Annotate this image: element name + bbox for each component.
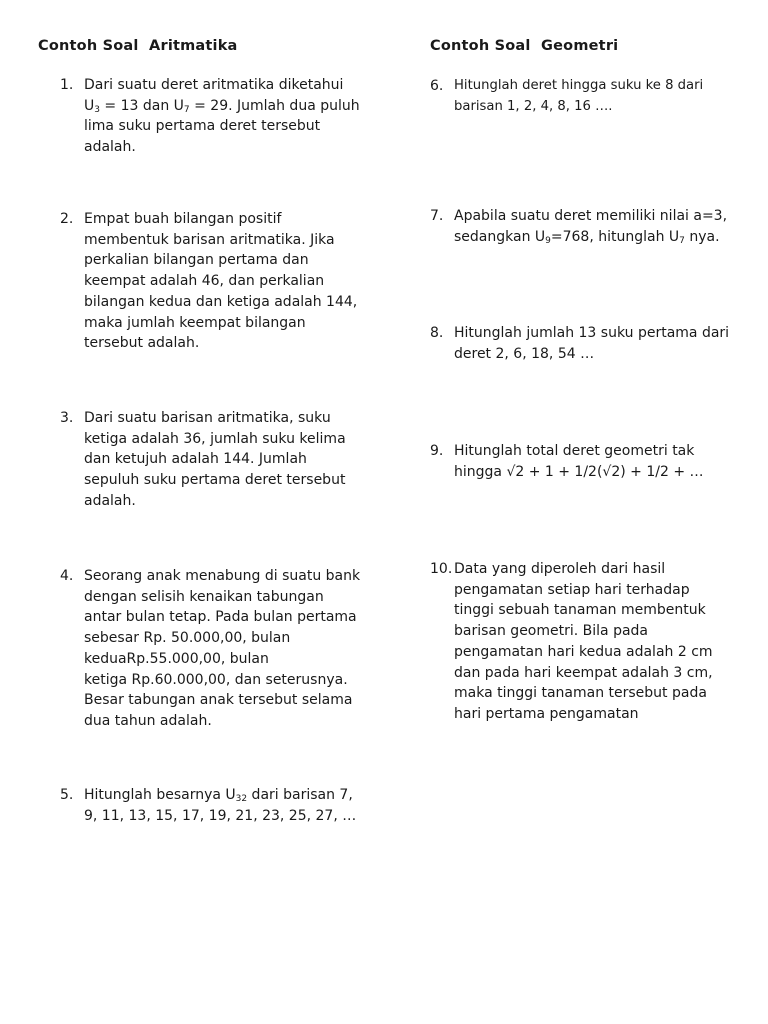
question-text: Dari suatu barisan aritmatika, suku ketiga adalah 36, jumlah suku kelima dan ketujuh adalah 144. Jumlah sepuluh suku pertama deret tersebut adalah. xyxy=(84,410,346,509)
question-3 xyxy=(60,408,370,512)
question-8 xyxy=(430,323,760,364)
question-text: Hitunglah besarnya $U_{32}$ dari barisan 7, 9, 11, 13, 15, 17, 19, 21, 23, 25, 27, … xyxy=(84,787,357,824)
question-7 xyxy=(430,206,760,247)
question-10 xyxy=(430,559,760,725)
question-text: Data yang diperoleh dari hasil pengamatan setiap hari terhadap tinggi sebuah tanaman membentuk barisan geometri. Bila pada pengamatan hari kedua adalah 2 cm dan pada hari keempat adalah 3 cm, maka tinggi tanaman tersebut pada hari pertama pengamatan xyxy=(454,561,713,722)
question-number: 1. xyxy=(60,77,74,93)
arithmetic-heading: Contoh Soal Aritmatika xyxy=(38,38,238,54)
question-4 xyxy=(60,566,370,732)
question-text: Empat buah bilangan positif membentuk barisan aritmatika. Jika perkalian bilangan pertama dan keempat adalah 46, dan perkalian bilangan kedua dan ketiga adalah 144, maka jumlah keempat bilangan tersebut adalah. xyxy=(84,211,358,352)
question-number: 9. xyxy=(430,443,444,459)
question-text: Dari suatu deret aritmatika diketahui $U_3 = 13$ dan $U_7 = 29$. Jumlah dua puluh lima suku pertama deret tersebut adalah. xyxy=(84,77,360,156)
question-number: 2. xyxy=(60,211,74,227)
question-9 xyxy=(430,441,760,482)
question-number: 3. xyxy=(60,410,74,426)
question-1 xyxy=(60,75,370,158)
question-text: Hitunglah jumlah 13 suku pertama dari deret 2, 6, 18, 54 … xyxy=(454,325,730,362)
question-text: Hitunglah total deret geometri tak hingga √2 + 1 + 1/2(√2) + 1/2 + … xyxy=(454,443,704,480)
question-number: 10. xyxy=(430,561,453,577)
question-text: Seorang anak menabung di suatu bank dengan selisih kenaikan tabungan antar bulan tetap. Pada bulan pertama sebesar Rp. 50.000,00, bulan keduaRp.55.000,00, bulan ketiga Rp.60.000,00, dan seterusnya. Besar tabungan anak tersebut selama dua tahun adalah. xyxy=(84,568,361,729)
question-text: Hitunglah deret hingga suku ke 8 dari barisan 1, 2, 4, 8, 16 …. xyxy=(454,78,704,114)
question-number: 7. xyxy=(430,208,444,224)
question-number: 5. xyxy=(60,787,74,803)
question-6 xyxy=(430,76,760,117)
question-5 xyxy=(60,785,370,826)
question-number: 6. xyxy=(430,78,444,94)
question-text: Apabila suatu deret memiliki nilai a=3, sedangkan $U_9=768$, hitunglah $U_7$ nya. xyxy=(454,208,728,246)
geometric-heading: Contoh Soal Geometri xyxy=(430,38,619,54)
question-2 xyxy=(60,209,370,354)
question-number: 8. xyxy=(430,325,444,341)
question-number: 4. xyxy=(60,568,74,584)
